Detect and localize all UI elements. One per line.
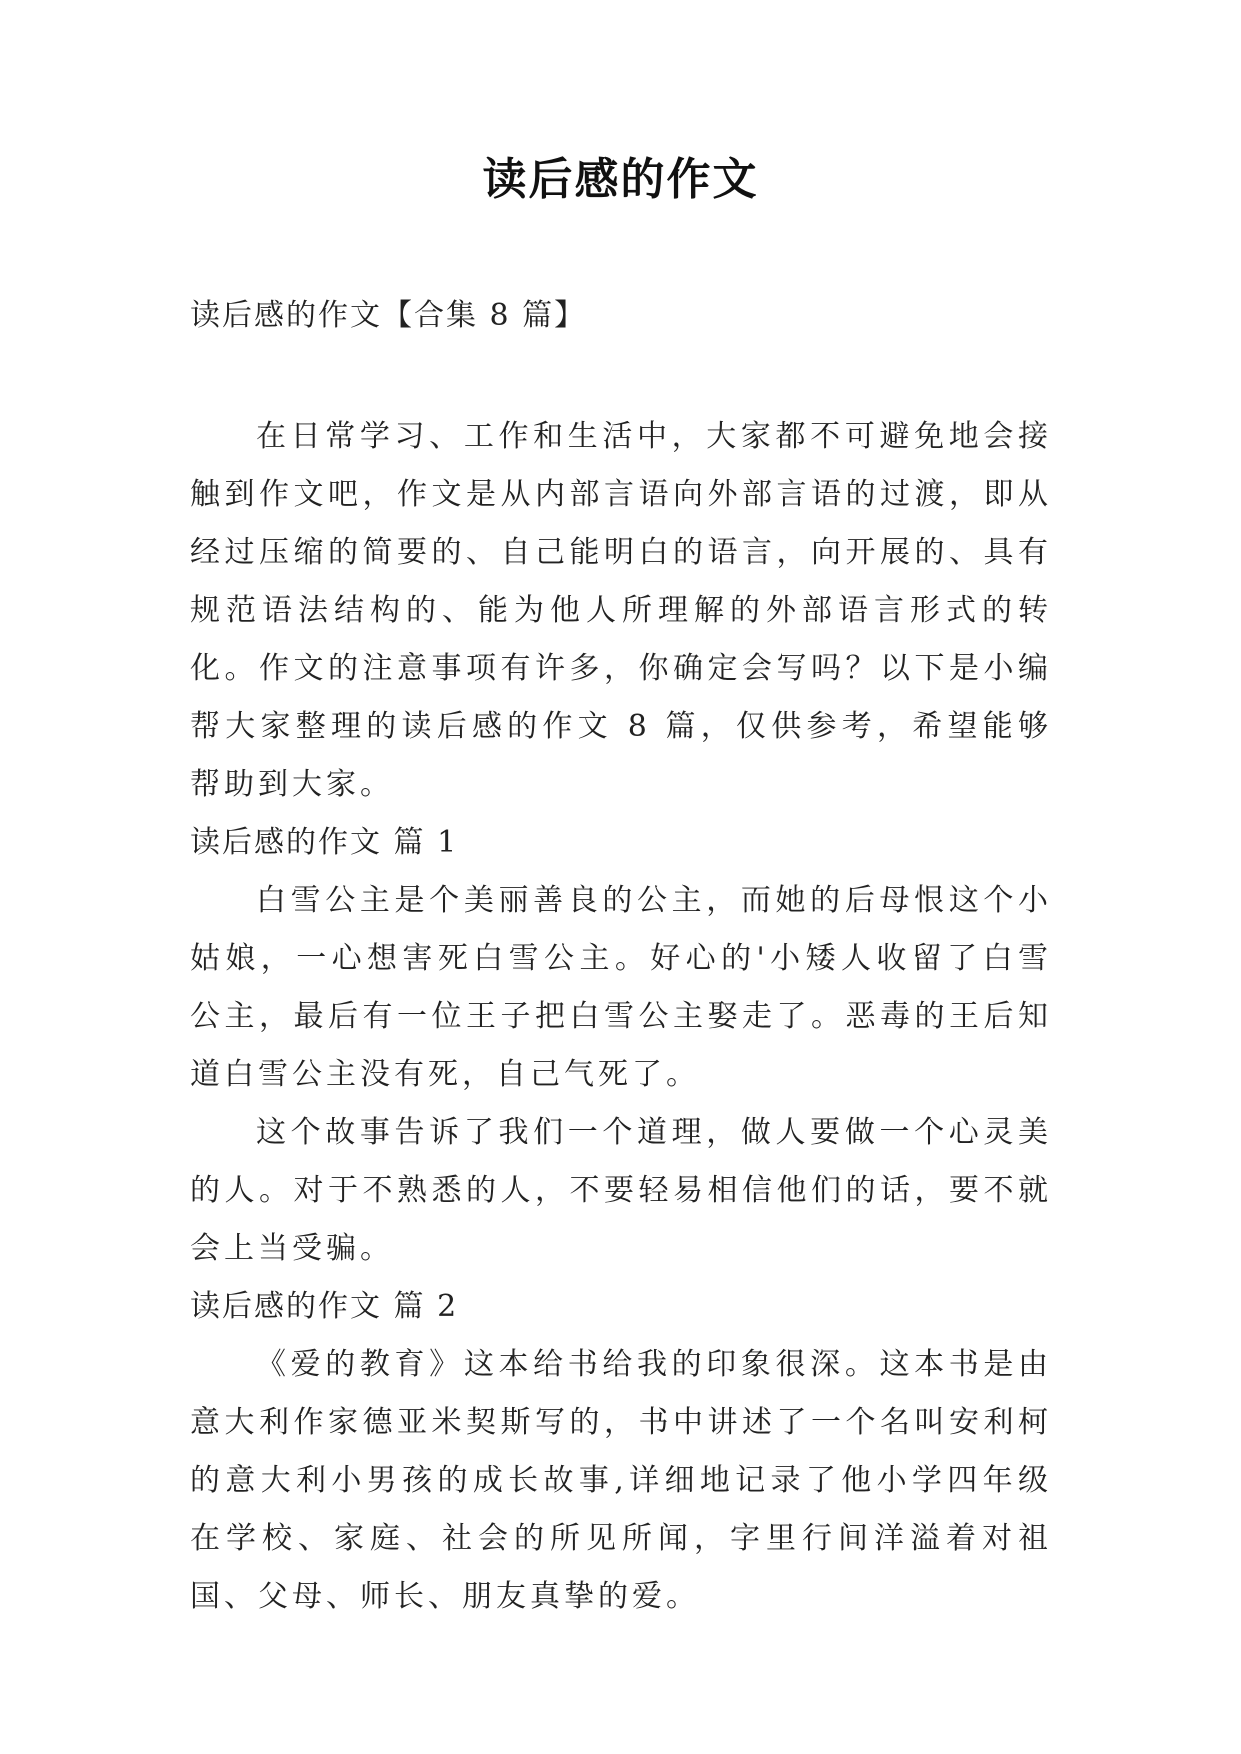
intro-paragraph: 在日常学习、工作和生活中，大家都不可避免地会接触到作文吧，作文是从内部言语向外部言语的过渡，即从经过压缩的简要的、自己能明白的语言，向开展的、具有规范语法结构的、能为他人所理解的外部语言形式的转化。作文的注意事项有许多，你确定会写吗？以下是小编帮大家整理的读后感的作文 8 篇，仅供参考，希望能够帮助到大家。	[190, 419, 1052, 802]
section-1-paragraph-2: 这个故事告诉了我们一个道理，做人要做一个心灵美的人。对于不熟悉的人，不要轻易相信他们的话，要不就会上当受骗。	[190, 1115, 1052, 1266]
section-heading-2: 读后感的作文 篇 2	[190, 1289, 459, 1324]
section-2-paragraph-1: 《爱的教育》这本给书给我的印象很深。这本书是由意大利作家德亚米契斯写的，书中讲述了一个名叫安利柯的意大利小男孩的成长故事,详细地记录了他小学四年级在学校、家庭、社会的所见所闻，字里行间洋溢着对祖国、父母、师长、朋友真挚的爱。	[190, 1347, 1052, 1614]
document-subtitle: 读后感的作文【合集 8 篇】	[190, 298, 587, 333]
document-title: 读后感的作文	[482, 154, 759, 205]
document-body	[190, 408, 1052, 1626]
section-1-paragraph-1: 白雪公主是个美丽善良的公主，而她的后母恨这个小姑娘，一心想害死白雪公主。好心的'小矮人收留了白雪公主，最后有一位王子把白雪公主娶走了。恶毒的王后知道白雪公主没有死，自己气死了。	[190, 883, 1052, 1092]
section-heading-1: 读后感的作文 篇 1	[190, 825, 459, 860]
